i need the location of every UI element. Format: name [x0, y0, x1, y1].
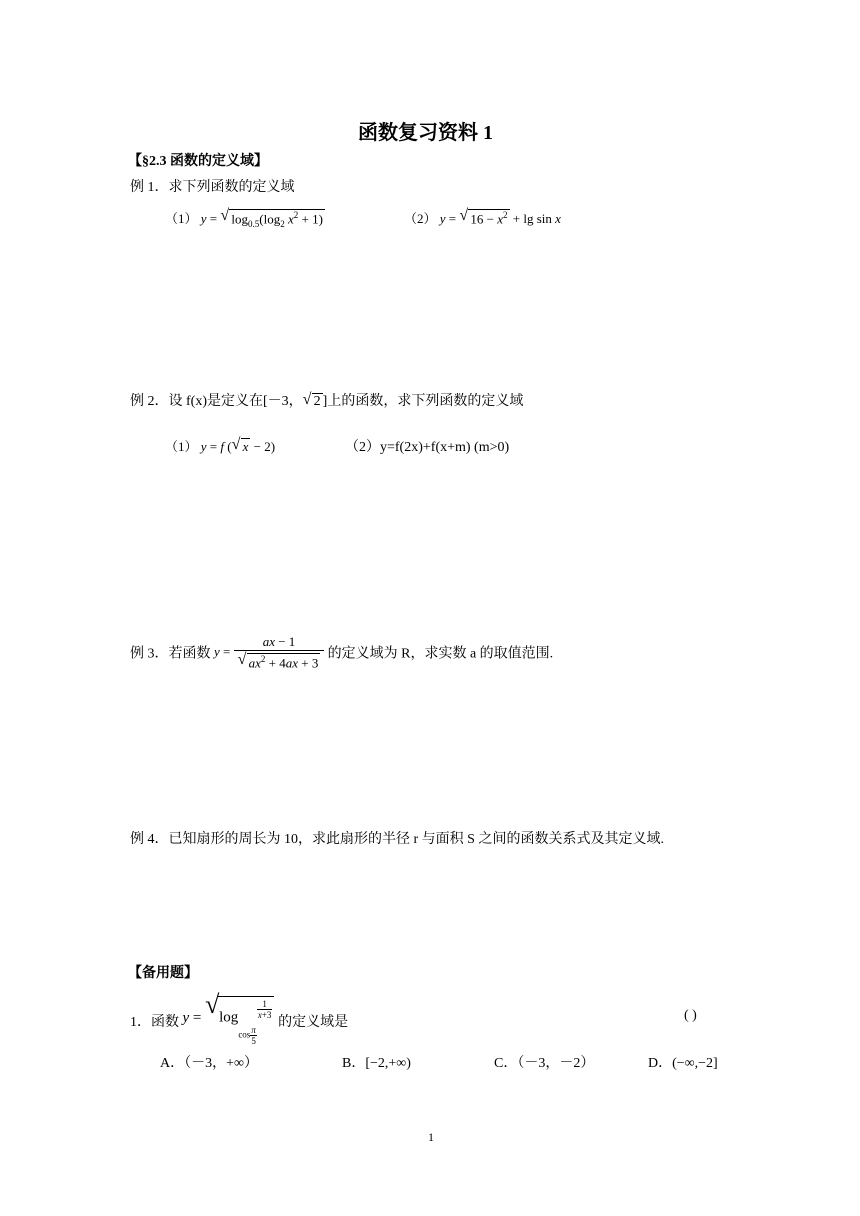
sqrt-two: √ 2: [302, 391, 321, 409]
backup-question-1-start: 1．函数: [130, 1015, 179, 1030]
example-2-part-1: [165, 436, 275, 455]
option-c: C．（－3，－2）: [494, 1056, 595, 1071]
example-3-prompt-start: 例 3．若函数: [130, 646, 211, 662]
backup-question-1-formula: y = √ logcos $\frac{\pi}{5}$ $\frac{1}{x+3}$: [183, 1010, 279, 1026]
example-2-prompt-start: 例 2．设 f(x)是定义在[－3，: [130, 394, 303, 409]
backup-question-1: [130, 990, 349, 1046]
option-d: D．(−∞,−2]: [648, 1056, 718, 1071]
answer-parentheses: ( ): [684, 1008, 697, 1023]
example-2-formula-1: y = f ( √ x − 2): [200, 436, 276, 454]
backup-question-1-end: 的定义域是: [278, 1015, 349, 1030]
example-2-prompt: [130, 390, 523, 410]
example-3-formula: y = ax − 1 √ $ax^2 + 4ax + 3$: [214, 644, 328, 659]
example-3-prompt-end: 的定义域为 R，求实数 a 的取值范围.: [327, 646, 554, 662]
section-heading: 【§2.3 函数的定义域】: [128, 154, 268, 169]
example-1-part-2-label: （2）: [404, 211, 437, 226]
option-b: B．[−2,+∞): [342, 1056, 411, 1071]
example-1-formula-1: y = √ $\log_{0.5}(\log_2$ $x^2 + 1$): [200, 206, 323, 229]
example-3-prompt: [130, 634, 553, 671]
example-1-part-1: [165, 208, 325, 229]
example-2-prompt-end: ]上的函数，求下列函数的定义域: [322, 394, 524, 409]
page-number: 1: [428, 1130, 434, 1144]
example-2-part-2: （2）y=f(2x)+f(x+m) (m>0): [345, 440, 510, 455]
example-2-part-1-label: （1）: [165, 439, 198, 454]
example-1-part-2: [404, 208, 561, 227]
page-title: 函数复习资料 1: [358, 122, 493, 144]
example-1-prompt: 例 1．求下列函数的定义域: [130, 180, 295, 195]
example-4-prompt: 例 4．已知扇形的周长为 10，求此扇形的半径 r 与面积 S 之间的函数关系式及其定义域.: [130, 832, 664, 847]
example-1-formula-2: y = √ $16 - x^2 + \lg \sin x$: [439, 206, 561, 226]
example-1-part-1-label: （1）: [165, 211, 198, 226]
backup-heading: 【备用题】: [128, 966, 198, 981]
option-a: A．（－3，+∞）: [160, 1056, 258, 1071]
